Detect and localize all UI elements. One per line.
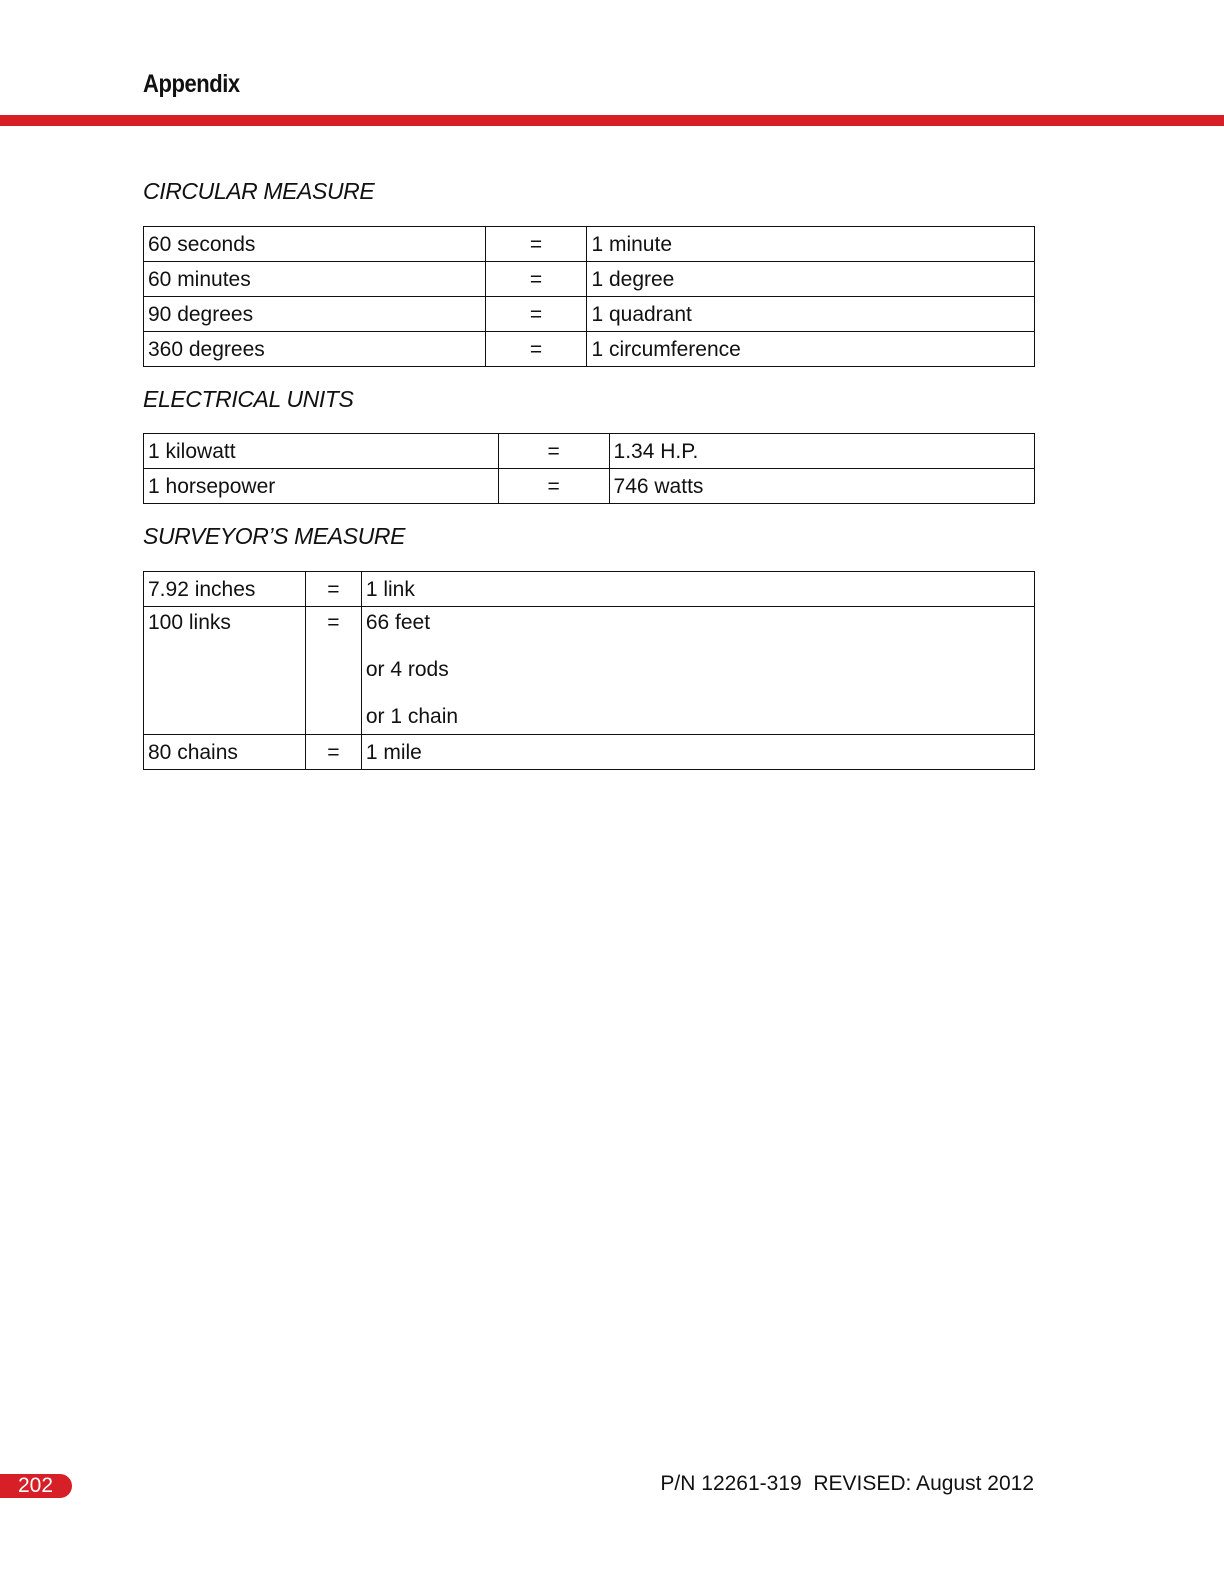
header-rule — [0, 115, 1224, 126]
equals-cell: = — [305, 572, 361, 607]
equivalent-cell: 1 link — [361, 572, 1034, 607]
equivalent-cell: 1 quadrant — [587, 297, 1035, 332]
quantity-cell: 7.92 inches — [144, 572, 306, 607]
table-row — [144, 434, 1035, 469]
quantity-cell: 90 degrees — [144, 297, 486, 332]
page-number-tab: 202 — [0, 1474, 72, 1498]
electrical-units-table — [143, 433, 1035, 504]
quantity-cell: 1 horsepower — [144, 469, 499, 504]
circular-measure-heading: CIRCULAR MEASURE — [143, 178, 375, 204]
table-row — [144, 297, 1035, 332]
part-number-revision: P/N 12261-319 REVISED: August 2012 — [660, 1472, 1034, 1495]
quantity-cell: 1 kilowatt — [144, 434, 499, 469]
equivalent-cell: 1 minute — [587, 227, 1035, 262]
table-row — [144, 332, 1035, 367]
equals-cell: = — [305, 607, 361, 735]
equals-cell: = — [485, 227, 587, 262]
table-row — [144, 607, 1035, 735]
table-row — [144, 227, 1035, 262]
equals-cell: = — [485, 262, 587, 297]
equivalent-cell: 1 circumference — [587, 332, 1035, 367]
quantity-cell: 80 chains — [144, 735, 306, 770]
equivalent-cell: 1.34 H.P. — [609, 434, 1034, 469]
equivalent-line: or 4 rods — [365, 658, 449, 681]
table-row — [144, 572, 1035, 607]
page-header-title: Appendix — [143, 70, 240, 98]
quantity-cell: 60 seconds — [144, 227, 486, 262]
table-row — [144, 469, 1035, 504]
surveyors-measure-heading: SURVEYOR’S MEASURE — [143, 523, 406, 549]
equivalent-cell — [361, 607, 1034, 735]
circular-measure-table — [143, 226, 1035, 367]
quantity-cell: 60 minutes — [144, 262, 486, 297]
equivalent-cell: 746 watts — [609, 469, 1034, 504]
table-row — [144, 735, 1035, 770]
equivalent-line: 66 feet — [365, 611, 431, 634]
equals-cell: = — [485, 332, 587, 367]
equivalent-cell: 1 degree — [587, 262, 1035, 297]
quantity-cell: 360 degrees — [144, 332, 486, 367]
equals-cell: = — [498, 469, 609, 504]
electrical-units-heading: ELECTRICAL UNITS — [143, 386, 354, 412]
equals-cell: = — [485, 297, 587, 332]
equals-cell: = — [305, 735, 361, 770]
quantity-cell: 100 links — [144, 607, 306, 735]
equivalent-line: or 1 chain — [365, 705, 459, 728]
surveyors-measure-table — [143, 571, 1035, 770]
table-row — [144, 262, 1035, 297]
equals-cell: = — [498, 434, 609, 469]
equivalent-cell: 1 mile — [361, 735, 1034, 770]
